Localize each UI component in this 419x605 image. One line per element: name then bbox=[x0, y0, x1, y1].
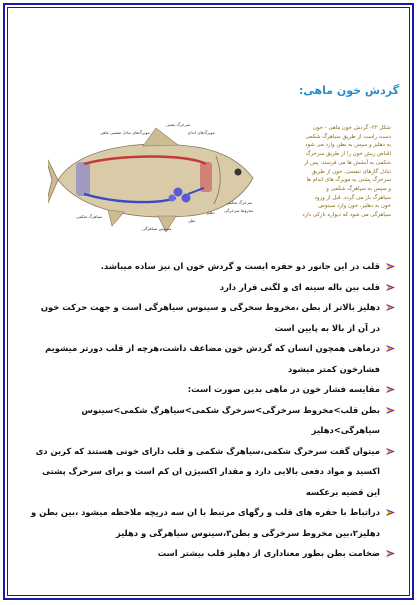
caption-line: اقباض ریش خون را از طریق سرخرگ bbox=[305, 151, 391, 158]
label-ventral-artery: سرخرگ شکمی bbox=[226, 200, 253, 205]
label-sinus-venosus: سینوس سیاهرگی bbox=[142, 226, 172, 231]
caption-line: و سپس به سیاهرگ شکمی و bbox=[326, 185, 391, 192]
list-item bbox=[30, 297, 396, 338]
gill-capillaries bbox=[200, 162, 212, 192]
heart-sinus bbox=[169, 195, 176, 202]
list-item bbox=[30, 338, 396, 379]
bullet-text: درماهی همچون انسان که گردش خون مضاعف داشت،هرچه از قلب دورتر میشویم فشارخون کمتر میشود bbox=[45, 343, 380, 374]
label-conus: مخروط سرخرگی bbox=[224, 208, 254, 213]
caption-line: شکمی به آبشش ها می فرستد. پس از bbox=[304, 159, 391, 166]
caption-line: خون به دهلیز، خون وارد سینوس bbox=[318, 203, 391, 210]
bullet-arrow-icon bbox=[386, 303, 396, 312]
bullet-text: بطن قلب>مخروط سرخرگی>سرخرگ شکمی>سیاهرگ شکمی>سینوس سیاهرگی>دهلیز bbox=[81, 404, 380, 435]
section-heading: گردش خون ماهی: bbox=[298, 84, 399, 97]
label-body-capillaries: مویرگ‌های اندام bbox=[188, 130, 215, 135]
anal-fin bbox=[108, 210, 124, 226]
figure-caption bbox=[277, 124, 391, 220]
caption-line: تبادل گازهای تنفسی، خون از طریق bbox=[311, 168, 391, 175]
list-item bbox=[30, 441, 396, 503]
fish-eye bbox=[235, 169, 242, 176]
body-capillaries bbox=[76, 162, 90, 196]
list-item bbox=[30, 277, 396, 298]
fish-circulation-diagram bbox=[48, 118, 270, 238]
bullet-arrow-icon bbox=[386, 549, 396, 558]
fish-tail bbox=[48, 152, 58, 212]
heart-ventricle bbox=[182, 194, 191, 203]
bullet-arrow-icon bbox=[386, 508, 396, 517]
list-item bbox=[30, 256, 396, 277]
caption-line: به دهلیز و سپس به بطن وارد می شود bbox=[305, 142, 391, 149]
caption-line: سیاهرگ باز می گردد. قبل از ورود bbox=[314, 194, 391, 201]
bullet-arrow-icon bbox=[386, 262, 396, 271]
caption-line: دست راست از طریق سیاهرگ شکمی bbox=[305, 133, 391, 140]
caption-line: شکل ۲۲- گردش خون ماهی - خون bbox=[312, 125, 391, 131]
bullet-text: دراتباط با حفره های قلب و رگهای مرتبط با ان سه دریچه ملاحظه میشود ،بین بطن و دهلیز۲،بین مخروط سرخرگی و بطن۳،سینوس سیاهرگی و دهلیز bbox=[31, 507, 380, 538]
bullet-text: قلب در این جانور دو حفره ایست و گردش خون ان نیز ساده میباشد. bbox=[100, 261, 380, 271]
bullet-text: قلب بین باله سینه ای و لگنی قرار دارد bbox=[219, 281, 380, 292]
list-item bbox=[30, 400, 396, 441]
heart-atrium bbox=[174, 188, 183, 197]
bullet-list bbox=[30, 256, 396, 564]
list-item bbox=[30, 502, 396, 543]
label-dorsal-aorta: سرخرگ پشتی bbox=[166, 122, 191, 127]
bullet-arrow-icon bbox=[386, 447, 396, 456]
bullet-text: دهلیز بالاتر از بطن ،مخروط سخرگی و سینوس سیاهرگی است و جهت حرکت خون در آن از بالا به پایین است bbox=[40, 302, 380, 333]
bullet-arrow-icon bbox=[386, 406, 396, 415]
label-ventral-vein: سیاهرگ شکمی bbox=[76, 214, 103, 219]
label-atrium: دهلیز bbox=[206, 210, 215, 215]
label-ventricle: بطن bbox=[188, 218, 196, 223]
list-item bbox=[30, 543, 396, 564]
bullet-text: میتوان گفت سرخرگ شکمی،سیاهرگ شکمی و قلب دارای خونی هستند که کربن دی اکسید و مواد دفعی بالایی دارد و مقدار اکسیژن ان کم است و برای سرخرگ پشتی این قضیه برعکسه bbox=[35, 445, 380, 497]
bullet-arrow-icon bbox=[386, 385, 396, 394]
bullet-arrow-icon bbox=[386, 283, 396, 292]
bullet-arrow-icon bbox=[386, 344, 396, 353]
label-capillaries-gills: مویرگ‌های تبادل تنفسی ماهی bbox=[100, 130, 150, 135]
caption-line: سیاهرگی می شود که دیواره نازکی دارد bbox=[302, 212, 391, 219]
caption-line: سرخرگ پشتی به مویرگ های اندام ها bbox=[306, 177, 391, 184]
bullet-text: ضخامت بطن بطور معناداری از دهلیز قلب بیشتر است bbox=[157, 548, 380, 558]
bullet-text: مقایسه فشار خون در ماهی بدین صورت است: bbox=[187, 384, 380, 394]
list-item bbox=[30, 379, 396, 400]
